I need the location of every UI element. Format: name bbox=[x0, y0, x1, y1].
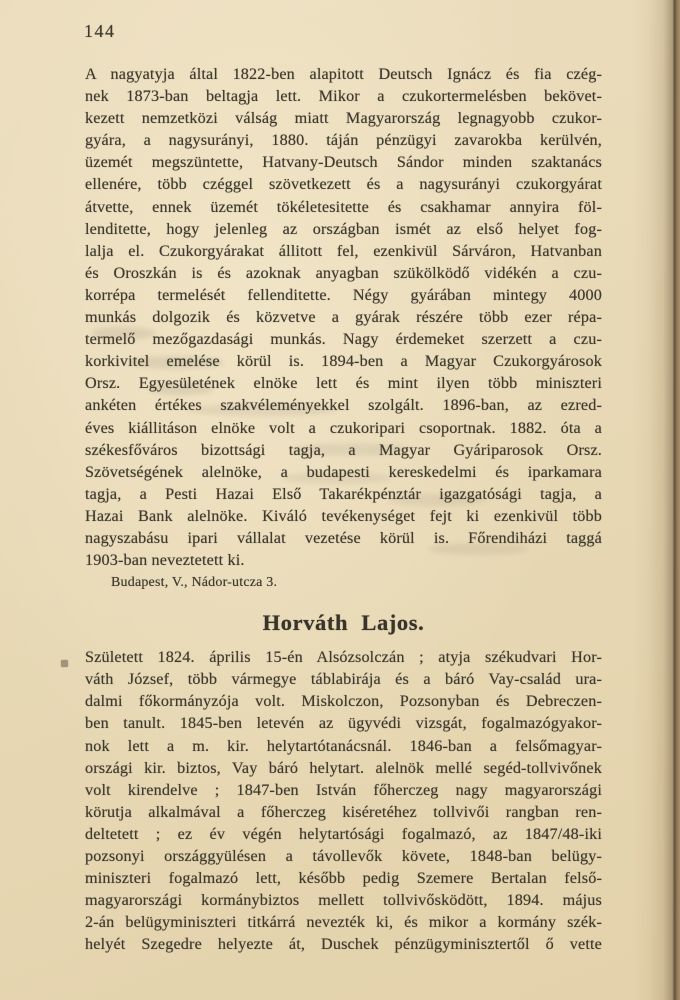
entry-heading-horvath-lajos: Horváth Lajos. bbox=[262, 610, 425, 636]
book-page-edge-shadow bbox=[632, 0, 680, 1000]
text-line: dalmi főkormányzója volt. Miskolczon, Pozsonyban és Debreczen- bbox=[85, 692, 602, 711]
horvath-entry-paragraph bbox=[85, 646, 602, 955]
text-line: A nagyatyja által 1822-ben alapitott Deutsch Ignácz és fia czég- bbox=[85, 65, 602, 83]
text-line: helyét Szegedre helyezte át, Duschek pénzügyminisztertől ő vette bbox=[85, 935, 602, 954]
text-line: Szövetségének alelnöke, a budapesti kereskedelmi és iparkamara bbox=[85, 462, 602, 481]
text-line: korkivitel emelése körül is. 1894-ben a Magyar Czukorgyárosok bbox=[85, 352, 602, 371]
page-number: 144 bbox=[84, 21, 116, 41]
text-line: tagja, a Pesti Hazai Első Takarékpénztár igazgatósági tagja, a bbox=[85, 484, 602, 503]
text-line: munkás dolgozik és közvetve a gyárak részére több ezer répa- bbox=[85, 308, 602, 327]
text-line: 1903-ban neveztetett ki. bbox=[85, 551, 245, 570]
text-line: termelő mezőgazdasági munkás. Nagy érdemeket szerzett a czu- bbox=[85, 330, 602, 349]
text-line: ellenére, több czéggel szövetkezett és a nagysurányi czukorgyárat bbox=[85, 175, 602, 194]
text-line: volt kirendelve ; 1847-ben István főherczeg nagy magyarországi bbox=[85, 780, 602, 799]
text-line: korrépa termelését fellenditette. Négy gyárában mintegy 4000 bbox=[85, 285, 602, 304]
deutsch-entry-paragraph bbox=[85, 63, 602, 571]
paper-speck bbox=[61, 660, 68, 667]
text-line: magyarországi kormánybiztos mellett tollvivősködött, 1894. május bbox=[85, 891, 602, 910]
deutsch-entry-address: Budapest, V., Nádor-utcza 3. bbox=[111, 575, 278, 591]
text-line: deltetett ; ez év végén helytartósági fogalmazó, az 1847/48-iki bbox=[85, 824, 602, 843]
text-line: lalja el. Czukorgyárakat állitott fel, ezenkivül Sárváron, Hatvanban bbox=[85, 241, 602, 260]
text-line: kezett nemzetközi válság miatt Magyarország legnagyobb czukor- bbox=[85, 109, 602, 128]
text-line: nagyszabásu ipari vállalat vezetése körül is. Főrendiházi taggá bbox=[85, 528, 602, 547]
text-line: nok lett a m. kir. helytartótanácsnál. 1846-ban a felsőmagyar- bbox=[85, 736, 602, 755]
text-line: gyára, a nagysurányi, 1880. táján pénzügyi zavarokba kerülvén, bbox=[85, 131, 602, 150]
text-line: lenditette, hogy jelenleg az országban ismét az első helyet fog- bbox=[85, 219, 602, 238]
text-line: nek 1873-ban beltagja lett. Mikor a czukortermelésben bekövet- bbox=[85, 87, 602, 106]
text-line: váth József, több vármegye táblabirája és a báró Vay-család ura- bbox=[85, 670, 602, 689]
text-line: Született 1824. április 15-én Alsózsolczán ; atyja székudvari Hor- bbox=[85, 648, 602, 667]
text-line: éves kiállitáson elnöke volt a czukoripari csoportnak. 1882. óta a bbox=[85, 418, 602, 437]
text-line: ben tanult. 1845-ben letevén az ügyvédi vizsgát, fogalmazógyakor- bbox=[85, 714, 602, 733]
text-line: Hazai Bank alelnöke. Kiváló tevékenységet fejt ki ezenkivül több bbox=[85, 506, 602, 525]
text-line: üzemét megszüntette, Hatvany-Deutsch Sándor minden szaktanács bbox=[85, 153, 602, 172]
text-column bbox=[85, 63, 602, 955]
text-line: Orsz. Egyesületének elnöke lett és mint ilyen több miniszteri bbox=[85, 374, 602, 393]
text-line: ankéten értékes szakvéleményekkel szolgált. 1896-ban, az ezred- bbox=[85, 396, 602, 415]
text-line: körutja alkalmával a főherczeg kiséretéhez tollvivői rangban ren- bbox=[85, 802, 602, 821]
text-line: 2-án belügyminiszteri titkárrá nevezték ki, és mikor a kormány szék- bbox=[85, 913, 602, 932]
text-line: és Oroszkán is és azoknak anyagban szükölködő vidékén a czu- bbox=[85, 263, 602, 282]
text-line: székesfőváros bizottsági tagja, a Magyar Gyáriparosok Orsz. bbox=[85, 440, 602, 459]
text-line: átvette, ennek üzemét tökéletesitette és csakhamar annyira föl- bbox=[85, 197, 602, 216]
text-line: országi kir. biztos, Vay báró helytart. alelnök mellé segéd-tollvivőnek bbox=[85, 758, 602, 777]
text-line: pozsonyi országgyülésen a távollevők követe, 1848-ban belügy- bbox=[85, 847, 602, 865]
text-line: miniszteri fogalmazó lett, később pedig Szemere Bertalan felső- bbox=[85, 869, 602, 888]
